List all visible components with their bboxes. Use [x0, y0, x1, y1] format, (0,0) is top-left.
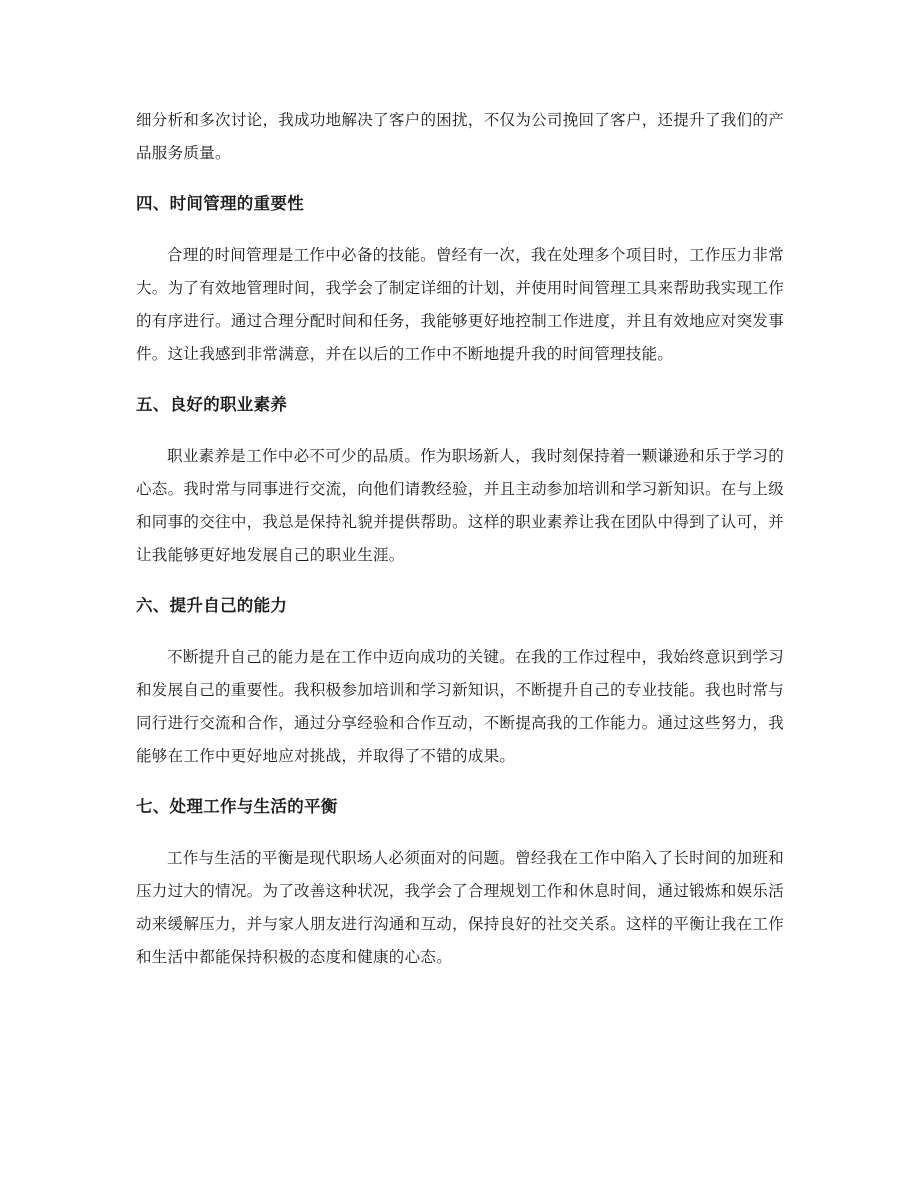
section-heading-self-improvement: 六、提升自己的能力 — [136, 596, 288, 615]
section-heading-time-management: 四、时间管理的重要性 — [136, 194, 304, 213]
document-body — [136, 104, 784, 974]
section-paragraph-work-life-balance: 工作与生活的平衡是现代职场人必须面对的问题。曾经我在工作中陷入了长时间的加班和压力过大的情况。为了改善这种状况，我学会了合理规划工作和休息时间，通过锻炼和娱乐活动来缓解压力，并与家人朋友进行沟通和互动，保持良好的社交关系。这样的平衡让我在工作和生活中都能保持积极的态度和健康的心态。 — [136, 849, 784, 966]
section-paragraph-time-management: 合理的时间管理是工作中必备的技能。曾经有一次，我在处理多个项目时，工作压力非常大。为了有效地管理时间，我学会了制定详细的计划，并使用时间管理工具来帮助我实现工作的有序进行。通过合理分配时间和任务，我能够更好地控制工作进度，并且有效地应对突发事件。这让我感到非常满意，并在以后的工作中不断地提升我的时间管理技能。 — [136, 246, 784, 363]
intro-paragraph: 细分析和多次讨论，我成功地解决了客户的困扰，不仅为公司挽回了客户，还提升了我们的产品服务质量。 — [136, 111, 784, 162]
section-heading-professionalism: 五、良好的职业素养 — [136, 395, 288, 414]
section-paragraph-self-improvement: 不断提升自己的能力是在工作中迈向成功的关键。在我的工作过程中，我始终意识到学习和发展自己的重要性。我积极参加培训和学习新知识，不断提升自己的专业技能。我也时常与同行进行交流和合作，通过分享经验和合作互动，不断提高我的工作能力。通过这些努力，我能够在工作中更好地应对挑战，并取得了不错的成果。 — [136, 648, 784, 765]
section-paragraph-professionalism: 职业素养是工作中必不可少的品质。作为职场新人，我时刻保持着一颗谦逊和乐于学习的心态。我时常与同事进行交流，向他们请教经验，并且主动参加培训和学习新知识。在与上级和同事的交往中，我总是保持礼貌并提供帮助。这样的职业素养让我在团队中得到了认可，并让我能够更好地发展自己的职业生涯。 — [136, 447, 784, 564]
section-heading-work-life-balance: 七、处理工作与生活的平衡 — [136, 797, 338, 816]
